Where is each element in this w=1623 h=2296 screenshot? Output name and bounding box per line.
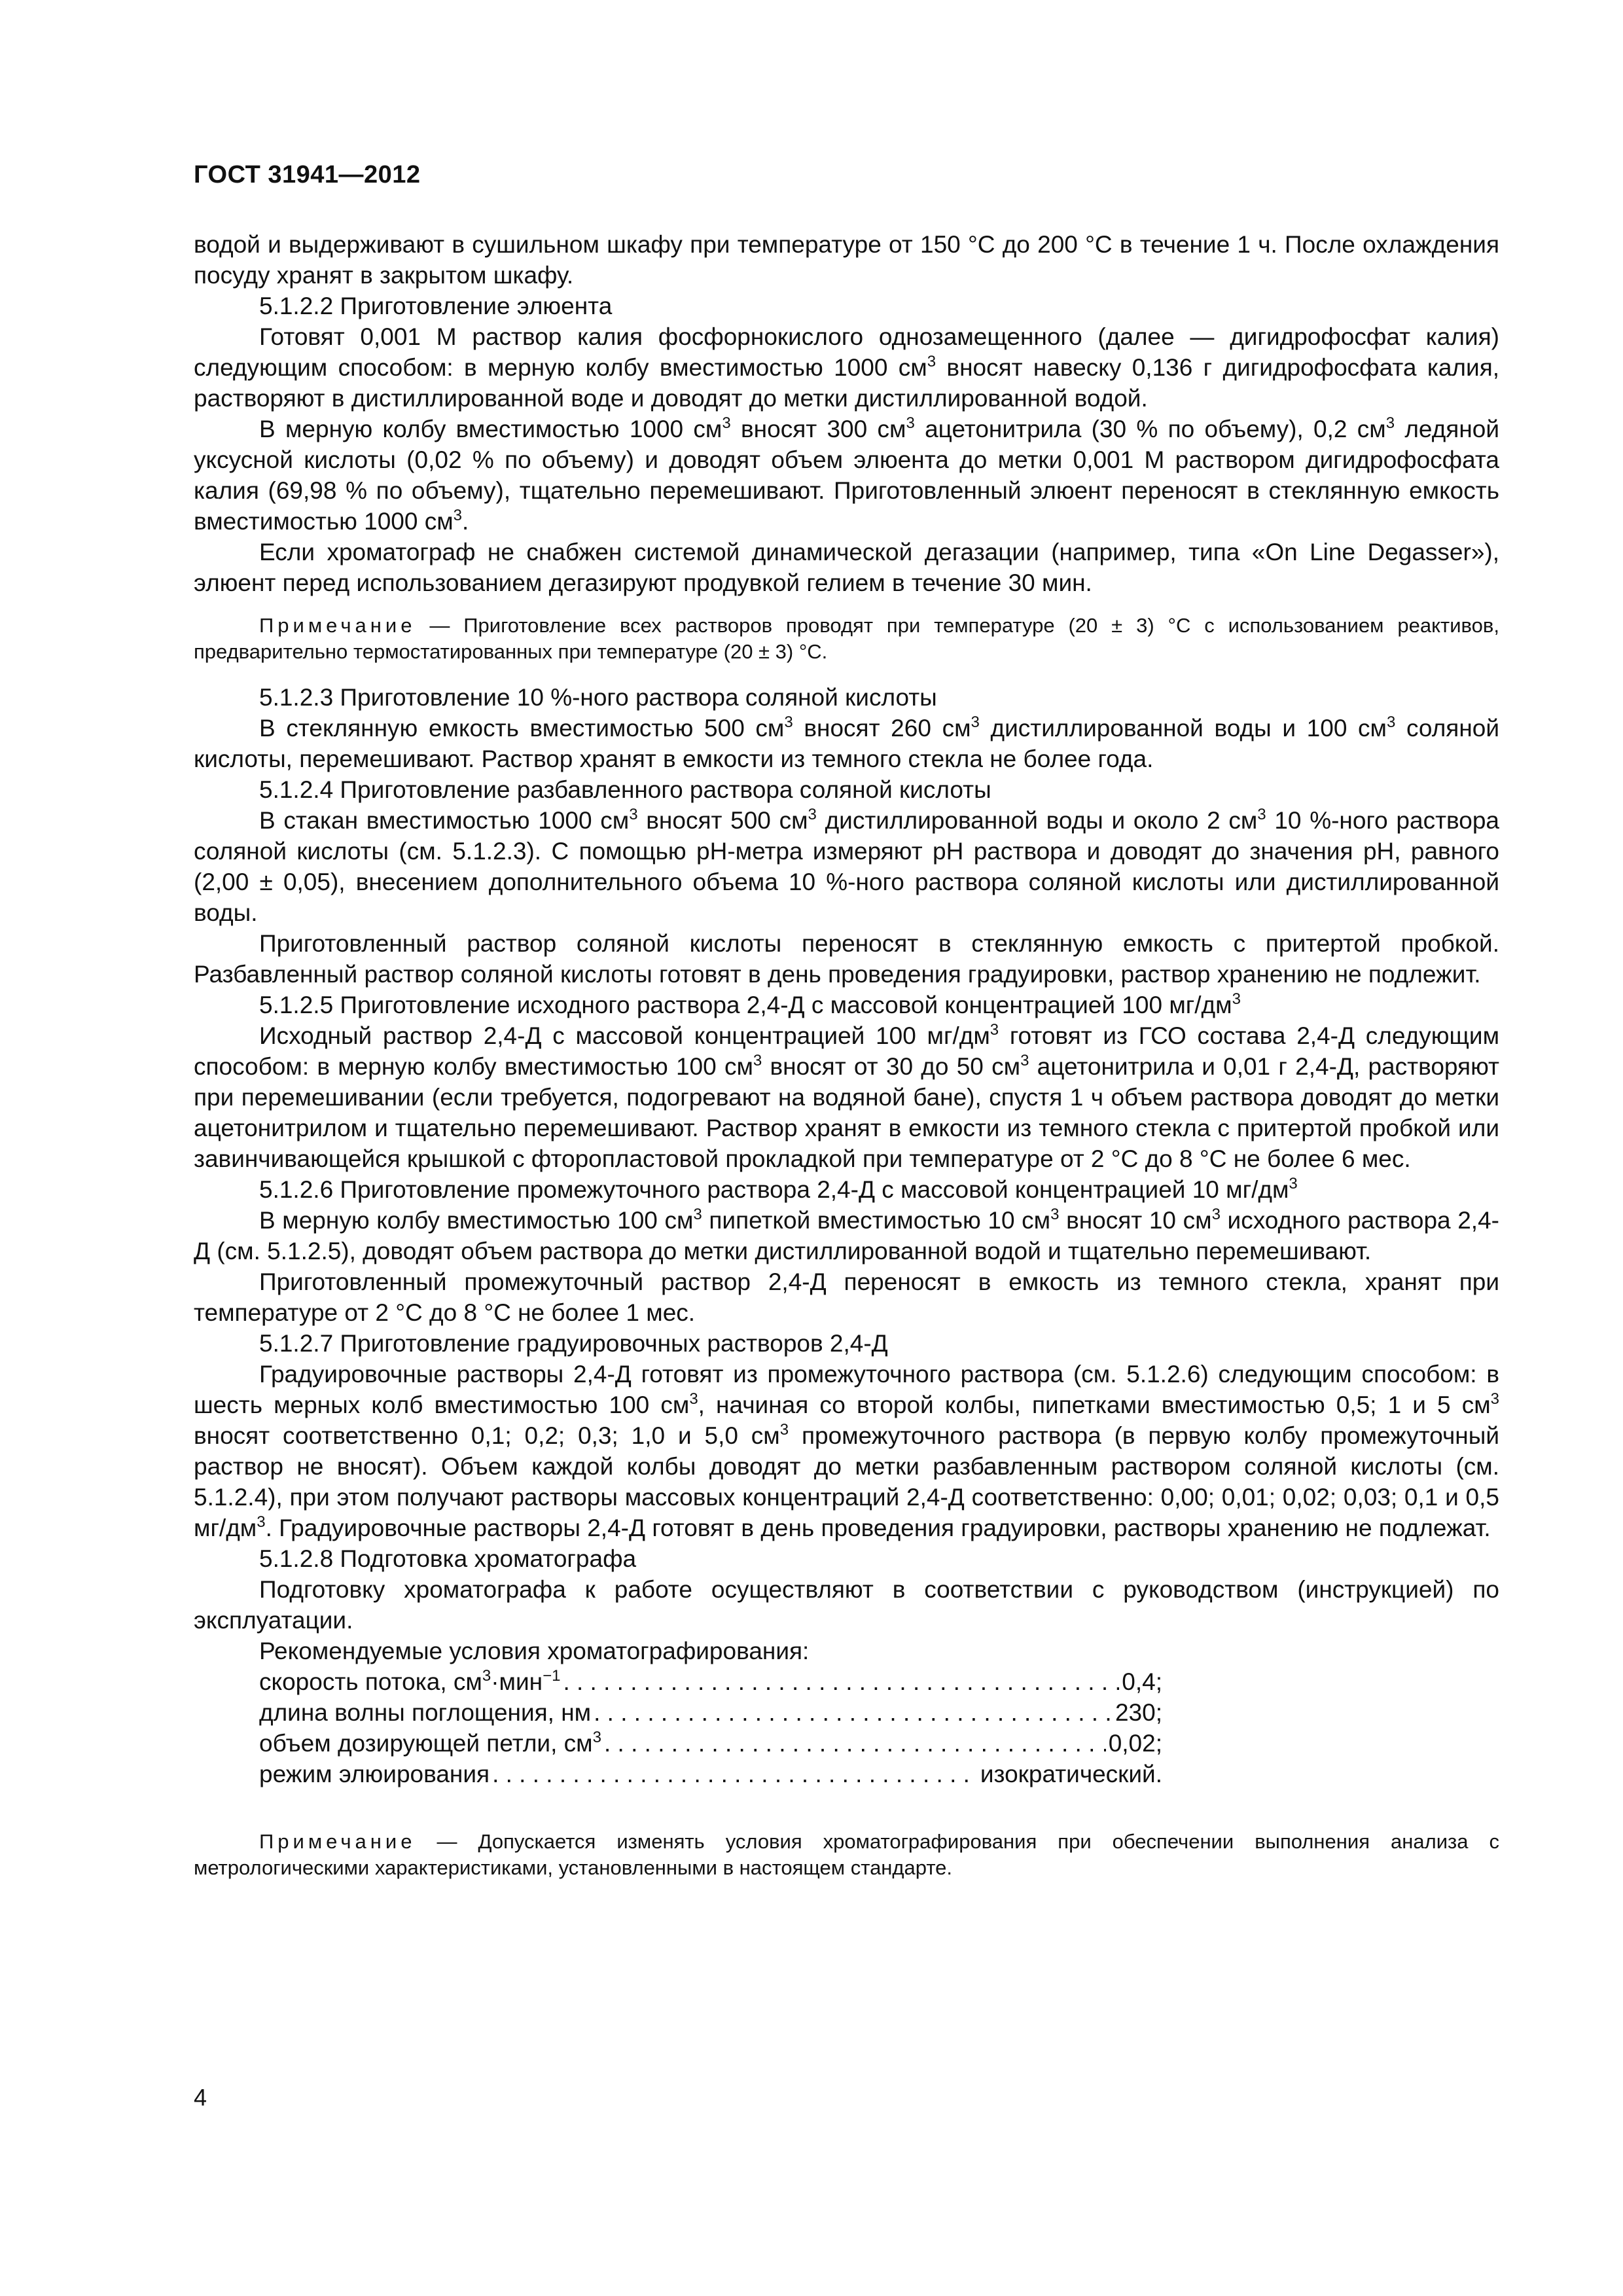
condition-row-loop-volume: объем дозирующей петли, $см^3$ . . . 0,02; bbox=[259, 1728, 1162, 1759]
conditions-title: Рекомендуемые условия хроматографирования: bbox=[259, 1638, 810, 1664]
paragraph: В мерную колбу вместимостью 100 $см^3$ пипеткой вместимостью 10 $см^3$ вносят 10 $см^3$ исходного раствора 2,4-Д (см. 5.1.2.5), доводят объем раствора до метки дистиллированной водой и тщательно перемешивают. bbox=[194, 1206, 1499, 1265]
paragraph: Градуировочные растворы 2,4-Д готовят из промежуточного раствора (см. 5.1.2.6) следующим способом: в шесть мерных колб вместимостью 100 $см^3$, начиная со второй колбы, пипетками вместимостью 0,5; 1 и 5 $см^3$ вносят соответственно 0,1; 0,2; 0,3; 1,0 и 5,0 $см^3$ промежуточного раствора (в первую колбу промежуточный раствор не вносят). Объем каждой колбы доводят до метки разбавленным раствором соляной кислоты (см. 5.1.2.4), при этом получают растворы массовых концентраций 2,4-Д соответственно: 0,00; 0,01; 0,02; 0,03; 0,1 и 0,5 $мг/дм^3$. Градуировочные растворы 2,4-Д готовят в день проведения градуировки, растворы хранению не подлежат. bbox=[194, 1361, 1499, 1541]
paragraph: Исходный раствор 2,4-Д с массовой концентрацией 100 $мг/дм^3$ готовят из ГСО состава 2,4-Д следующим способом: в мерную колбу вместимостью 100 $см^3$ вносят от 30 до 50 $см^3$ ацетонитрила и 0,01 г 2,4-Д, растворяют при перемешивании (если требуется, подогревают на водяной бане), спустя 1 ч объем раствора доводят до метки ацетонитрилом и тщательно перемешивают. Раствор хранят в емкости из темного стекла с притертой пробкой или завинчивающейся крышкой с фторопластовой прокладкой при температуре от 2 °С до 8 °С не более 6 мес. bbox=[194, 1021, 1500, 1172]
note-label: Примечание bbox=[259, 614, 416, 637]
paragraph: Если хроматограф не снабжен системой динамической дегазации (например, типа «On Line Degasser»), элюент перед использованием дегазируют продувкой гелием в течение 30 мин. bbox=[194, 539, 1499, 596]
section-heading-5-1-2-6: 5.1.2.6 Приготовление промежуточного раствора 2,4-Д с массовой концентрацией 10 $мг/дм^3$ bbox=[259, 1175, 1298, 1203]
condition-row-elution-mode: режим элюирования . . . изократический. bbox=[259, 1759, 1162, 1789]
paragraph: Приготовленный промежуточный раствор 2,4-Д переносят в емкость из темного стекла, хранят при температуре от 2 °С до 8 °С не более 1 мес. bbox=[194, 1268, 1499, 1326]
document-body bbox=[194, 229, 1499, 1898]
paragraph: В стакан вместимостью 1000 $см^3$ вносят 500 $см^3$ дистиллированной воды и около 2 $см^3$ 10 %-ного раствора соляной кислоты (см. 5.1.2.3). С помощью рН-метра измеряют рН раствора и доводят до значения рН, равного (2,00 ± 0,05), внесением дополнительного объема 10 %-ного раствора соляной кислоты или дистиллированной воды. bbox=[194, 806, 1499, 926]
paragraph: В стеклянную емкость вместимостью 500 $см^3$ вносят 260 $см^3$ дистиллированной воды и 100 $см^3$ соляной кислоты, перемешивают. Раствор хранят в емкости из темного стекла не более года. bbox=[194, 713, 1499, 772]
paragraph: Готовят 0,001 М раствор калия фосфорнокислого однозамещенного (далее — дигидрофосфат калия) следующим способом: в мерную колбу вместимостью 1000 $см^3$ вносят навеску 0,136 г дигидрофосфата калия, растворяют в дистиллированной воде и доводят до метки дистиллированной водой. bbox=[194, 323, 1500, 412]
section-heading-5-1-2-4: 5.1.2.4 Приготовление разбавленного раствора соляной кислоты bbox=[259, 776, 991, 803]
paragraph: Подготовку хроматографа к работе осуществляют в соответствии с руководством (инструкцией) по эксплуатации. bbox=[194, 1576, 1499, 1634]
condition-row-wavelength: длина волны поглощения, нм . . . 230; bbox=[259, 1697, 1162, 1728]
paragraph: В мерную колбу вместимостью 1000 $см^3$ вносят 300 $см^3$ ацетонитрила (30 % по объему), 0,2 $см^3$ ледяной уксусной кислоты (0,02 % по объему) и доводят объем элюента до метки 0,001 М раствором дигидрофосфата калия (69,98 % по объему), тщательно перемешивают. Приготовленный элюент переносят в стеклянную емкость вместимостью 1000 $см^3$. bbox=[194, 414, 1499, 535]
section-heading-5-1-2-3: 5.1.2.3 Приготовление 10 %-ного раствора соляной кислоты bbox=[259, 684, 937, 711]
note-label: Примечание bbox=[259, 1830, 416, 1853]
condition-row-flow-rate: скорость потока, $см^3\cdot мин^{-1}$ . . . 0,4; bbox=[259, 1666, 1162, 1697]
paragraph: водой и выдерживают в сушильном шкафу при температуре от 150 °С до 200 °С в течение 1 ч. После охлаждения посуду хранят в закрытом шкафу. bbox=[194, 231, 1499, 289]
document-header: ГОСТ 31941—2012 bbox=[194, 161, 421, 188]
leader-dots bbox=[563, 1666, 1119, 1697]
section-heading-5-1-2-5: 5.1.2.5 Приготовление исходного раствора 2,4-Д с массовой концентрацией 100 $мг/дм^3$ bbox=[259, 990, 1241, 1018]
conditions-list bbox=[259, 1636, 1162, 1789]
leader-dots bbox=[492, 1759, 978, 1789]
paragraph: Приготовленный раствор соляной кислоты переносят в стеклянную емкость с притертой пробкой. Разбавленный раствор соляной кислоты готовят в день проведения градуировки, раствор хранению не подлежит. bbox=[194, 930, 1499, 988]
leader-dots bbox=[594, 1697, 1113, 1728]
leader-dots bbox=[604, 1728, 1106, 1759]
section-heading-5-1-2-7: 5.1.2.7 Приготовление градуировочных растворов 2,4-Д bbox=[259, 1330, 888, 1357]
section-heading-5-1-2-2: 5.1.2.2 Приготовление элюента bbox=[259, 293, 613, 319]
note: Примечание — Приготовление всех растворов проводят при температуре (20 ± 3) °С с использованием реактивов, предварительно термостатированных при температуре (20 ± 3) °С. bbox=[194, 614, 1499, 663]
section-heading-5-1-2-8: 5.1.2.8 Подготовка хроматографа bbox=[259, 1545, 637, 1572]
page-number: 4 bbox=[194, 2084, 207, 2111]
note: Примечание — Допускается изменять условия хроматографирования при обеспечении выполнения анализа с метрологическими характеристиками, установленными в настоящем стандарте. bbox=[194, 1830, 1499, 1879]
